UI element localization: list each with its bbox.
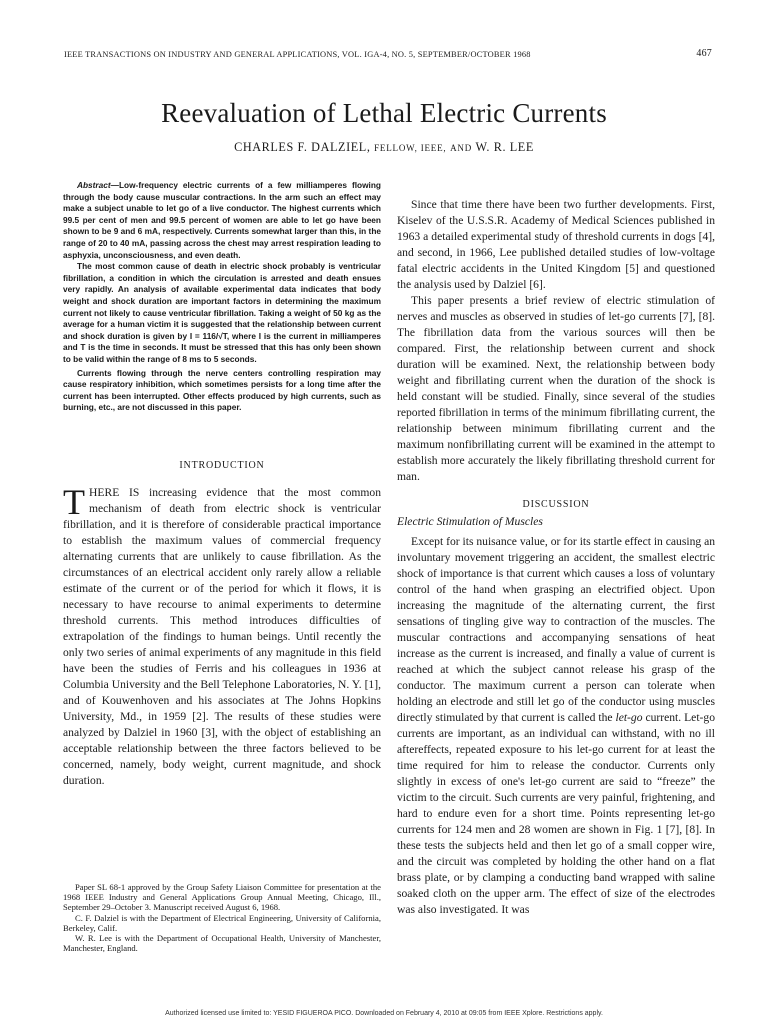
abstract-label: Abstract xyxy=(77,180,111,190)
abstract-paragraph-2: The most common cause of death in electric shock probably is ventricular fibrillation, a condition in which the circulation is arrested and death ensues very rapidly. An analysis of available experimental data indicates that body weight and shock duration are important factors in determining the maximum current not likely to cause ventricular fibrillation. Taking a weight of 50 kg as the average for a human victim it is suggested that the relationship between current and shock duration is given by I = 116/√T, where I is the current in milliamperes and T is the time in seconds. It must be stressed that this has only been shown to be valid within the range of 8 ms to 5 seconds. xyxy=(63,261,381,364)
journal-line: IEEE TRANSACTIONS ON INDUSTRY AND GENERAL APPLICATIONS, VOL. IGA-4, NO. 5, SEPTEMBER/OCTOBER 1968 xyxy=(64,50,531,59)
abstract-paragraph-1 xyxy=(63,180,381,261)
footnote-paper: Paper SL 68-1 approved by the Group Safety Liaison Committee for presentation at the 1968 IEEE Industry and General Applications Group Annual Meeting, Chicago, Ill., September 29–October 3. Manuscript received August 6, 1968. xyxy=(63,882,381,913)
let-go-term: let-go xyxy=(615,711,643,724)
right-paragraph-3-a: Except for its nuisance value, or for its startle effect in causing an involuntary movement triggering an accident, the smallest electric shock of importance is that current which causes a loss of voluntary control of the hand when grasping an electrified object. Upon increasing the magnitude of the alternating current, the first sensations of tingling give way to contraction of the muscles. The muscular contractions and accompanying sensations of heat increase as the current is increased, and finally a value of current is reached at which the subject cannot release his grasp of the conductor. The maximum current a person can tolerate when holding an electrode and still let go of the conductor using muscles directly stimulated by that current is called the xyxy=(397,535,716,724)
page-number: 467 xyxy=(696,48,712,59)
running-head xyxy=(64,50,712,59)
footnote-lee: W. R. Lee is with the Department of Occupational Health, University of Manchester, Manchester, England. xyxy=(63,933,381,954)
left-column xyxy=(63,180,381,789)
author-2: W. R. LEE xyxy=(475,140,534,154)
introduction-heading: INTRODUCTION xyxy=(179,459,265,471)
license-footer: Authorized licensed use limited to: YESID FIGUEROA PICO. Downloaded on February 4, 2010 at 09:05 from IEEE Xplore. Restrictions apply. xyxy=(165,1010,603,1017)
footnotes xyxy=(63,882,381,953)
discussion-heading: DISCUSSION xyxy=(522,499,590,510)
abstract-paragraph-3: Currents flowing through the nerve centers controlling respiration may cause respiratory inhibition, which sometimes persists for a long time after the current has been interrupted. Other effects produced by high currents, such as burning, etc., are not discussed in this paper. xyxy=(63,367,381,413)
abstract-text-1: —Low-frequency electric currents of a few milliamperes flowing through the body cause muscular contractions. In the arm such an effect may make a subject unable to let go of a live conductor. The highest currents which 99.5 per cent of men and 99.5 percent of women are able to let go have been shown to be 9 and 6 mA, respectively. Currents somewhat larger than this, in the range of 20 to 40 mA, passing across the chest may arrest respiration leading to asphyxia, unconsciousness, and even death. xyxy=(63,180,381,260)
right-column xyxy=(397,197,715,918)
author-line xyxy=(0,140,768,155)
drop-cap: T xyxy=(63,481,85,522)
introduction-paragraph xyxy=(63,481,381,789)
right-paragraph-3-b: current. Let-go currents are important, as an individual can withstand, with no ill aftereffects, repeated exposure to his let-go current for at least the time required for him to release the conductor. Currents only slightly in excess of one's let-go current are said to “freeze” the victim to the circuit. Such currents are very painful, frightening, and hard to endure even for a short time. Points representing let-go currents for 124 men and 28 women are shown in Fig. 1 [7], [8]. In these tests the subjects held and then let go of a small copper wire, and the circuit was completed by holding the other hand on a flat brass plate, or by clamping a conducting band wrapped with saline soaked cloth on the upper arm. The effect of size of the electrodes was also investigated. It was xyxy=(397,711,715,916)
subsection-heading: Electric Stimulation of Muscles xyxy=(397,515,543,528)
right-paragraph-3 xyxy=(397,534,715,918)
paper-title: Reevaluation of Lethal Electric Currents xyxy=(161,98,607,128)
author-and: AND xyxy=(450,143,472,153)
right-paragraph-1: Since that time there have been two further developments. First, Kiselev of the U.S.S.R. Academy of Medical Sciences published in 1963 a detailed experimental study of threshold currents in dogs [4], and second, in 1966, Lee published detailed studies of low-voltage fatal electric accidents in the United Kingdom [5] and questioned the analysis used by Dalziel [6]. xyxy=(397,198,715,291)
footnote-dalziel: C. F. Dalziel is with the Department of Electrical Engineering, University of California, Berkeley, Calif. xyxy=(63,912,381,933)
right-paragraph-2: This paper presents a brief review of electric stimulation of nerves and muscles as observed in studies of let-go currents [7], [8]. The fibrillation data from the various sources will then be compared. First, the relationship between current and shock duration will be examined. Next, the relationship between body weight and fibrillating current when the duration of the shock is held constant will be studied. Finally, since several of the studies reported fibrillation in terms of the minimum fibrillating current, the relationship between minimum fibrillating current and the maximum nonfibrillating current will be examined in the attempt to establish more accurately the likely fibrillating threshold current for man. xyxy=(397,294,715,483)
author-1: CHARLES F. DALZIEL, xyxy=(234,140,371,154)
author-1-grade: FELLOW, IEEE, xyxy=(374,143,447,153)
introduction-text: HERE IS increasing evidence that the most common mechanism of death from electric shock is ventricular fibrillation, and it is therefore of considerable practical importance to establish the maximum values of commercial frequency alternating currents that are unlikely to cause fibrillation. As the circumstances of an electrical accident only rarely allow a reliable estimate of the current or of the period for which it flows, it is necessary to have recourse to animal experiments to determine threshold currents. This method introduces difficulties of extrapolation of the findings to human beings. Until recently the only two series of animal experiments of any magnitude in this field have been the studies of Ferris and his colleagues in 1936 at Columbia University and the Bell Telephone Laboratories, N. Y. [1], and of Kouwenhoven and his associates at The Johns Hopkins University, Md., in 1959 [2]. The results of these studies were analyzed by Dalziel in 1960 [3], with the object of establishing an acceptable relationship between the three factors believed to be concerned, namely, body weight, current magnitude, and shock duration. xyxy=(63,485,381,787)
